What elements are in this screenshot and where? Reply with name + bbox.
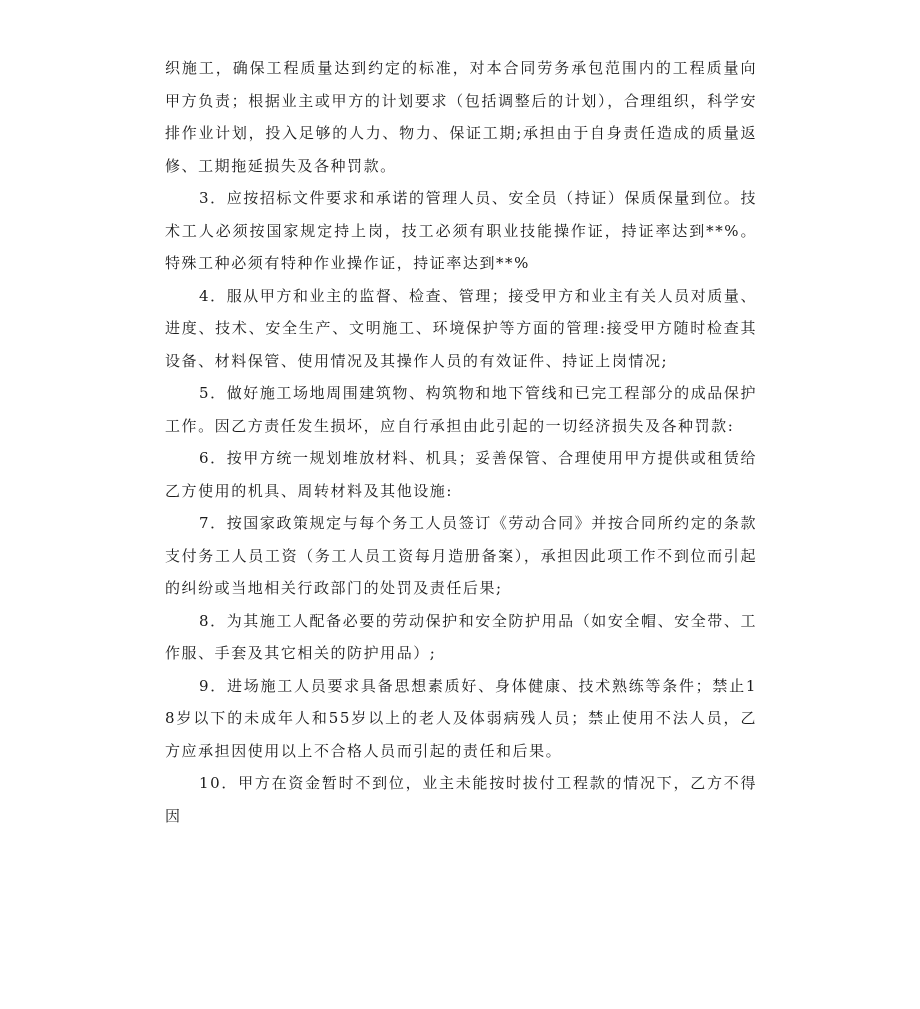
paragraph-item-4: 4．服从甲方和业主的监督、检查、管理；接受甲方和业主有关人员对质量、进度、技术、安全生产、文明施工、环境保护等方面的管理:接受甲方随时检查其设备、材料保管、使用情况及其操作人员的有效证件、持证上岗情况; [165,286,757,370]
paragraph-continuation: 织施工，确保工程质量达到约定的标准，对本合同劳务承包范围内的工程质量向甲方负责；根据业主或甲方的计划要求（包括调整后的计划），合理组织，科学安排作业计划，投入足够的人力、物力、保证工期;承担由于自身责任造成的质量返修、工期拖延损失及各种罚款。 [165,59,757,175]
paragraph-item-6: 6．按甲方统一规划堆放材料、机具；妥善保管、合理使用甲方提供或租赁给乙方使用的机具、周转材料及其他设施: [165,449,757,500]
paragraph-item-9: 9．进场施工人员要求具备思想素质好、身体健康、技术熟练等条件；禁止18岁以下的未成年人和55岁以上的老人及体弱病残人员；禁止使用不法人员，乙方应承担因使用以上不合格人员而引起的责任和后果。 [165,676,757,760]
contract-body-text [165,52,757,832]
paragraph-item-3: 3．应按招标文件要求和承诺的管理人员、安全员（持证）保质保量到位。技术工人必须按国家规定持上岗，技工必须有职业技能操作证，持证率达到**%。特殊工种必须有特种作业操作证，持证率达到**% [165,189,757,272]
paragraph-item-5: 5．做好施工场地周围建筑物、构筑物和地下管线和已完工程部分的成品保护工作。因乙方责任发生损坏，应自行承担由此引起的一切经济损失及各种罚款: [165,384,757,435]
paragraph-item-8: 8．为其施工人配备必要的劳动保护和安全防护用品（如安全帽、安全带、工作服、手套及其它相关的防护用品）; [165,611,757,662]
paragraph-item-10: 10．甲方在资金暂时不到位，业主未能按时拔付工程款的情况下，乙方不得因 [165,774,757,825]
paragraph-item-7: 7．按国家政策规定与每个务工人员签订《劳动合同》并按合同所约定的条款支付务工人员工资（务工人员工资每月造册备案），承担因此项工作不到位而引起的纠纷或当地相关行政部门的处罚及责任后果; [165,514,757,597]
